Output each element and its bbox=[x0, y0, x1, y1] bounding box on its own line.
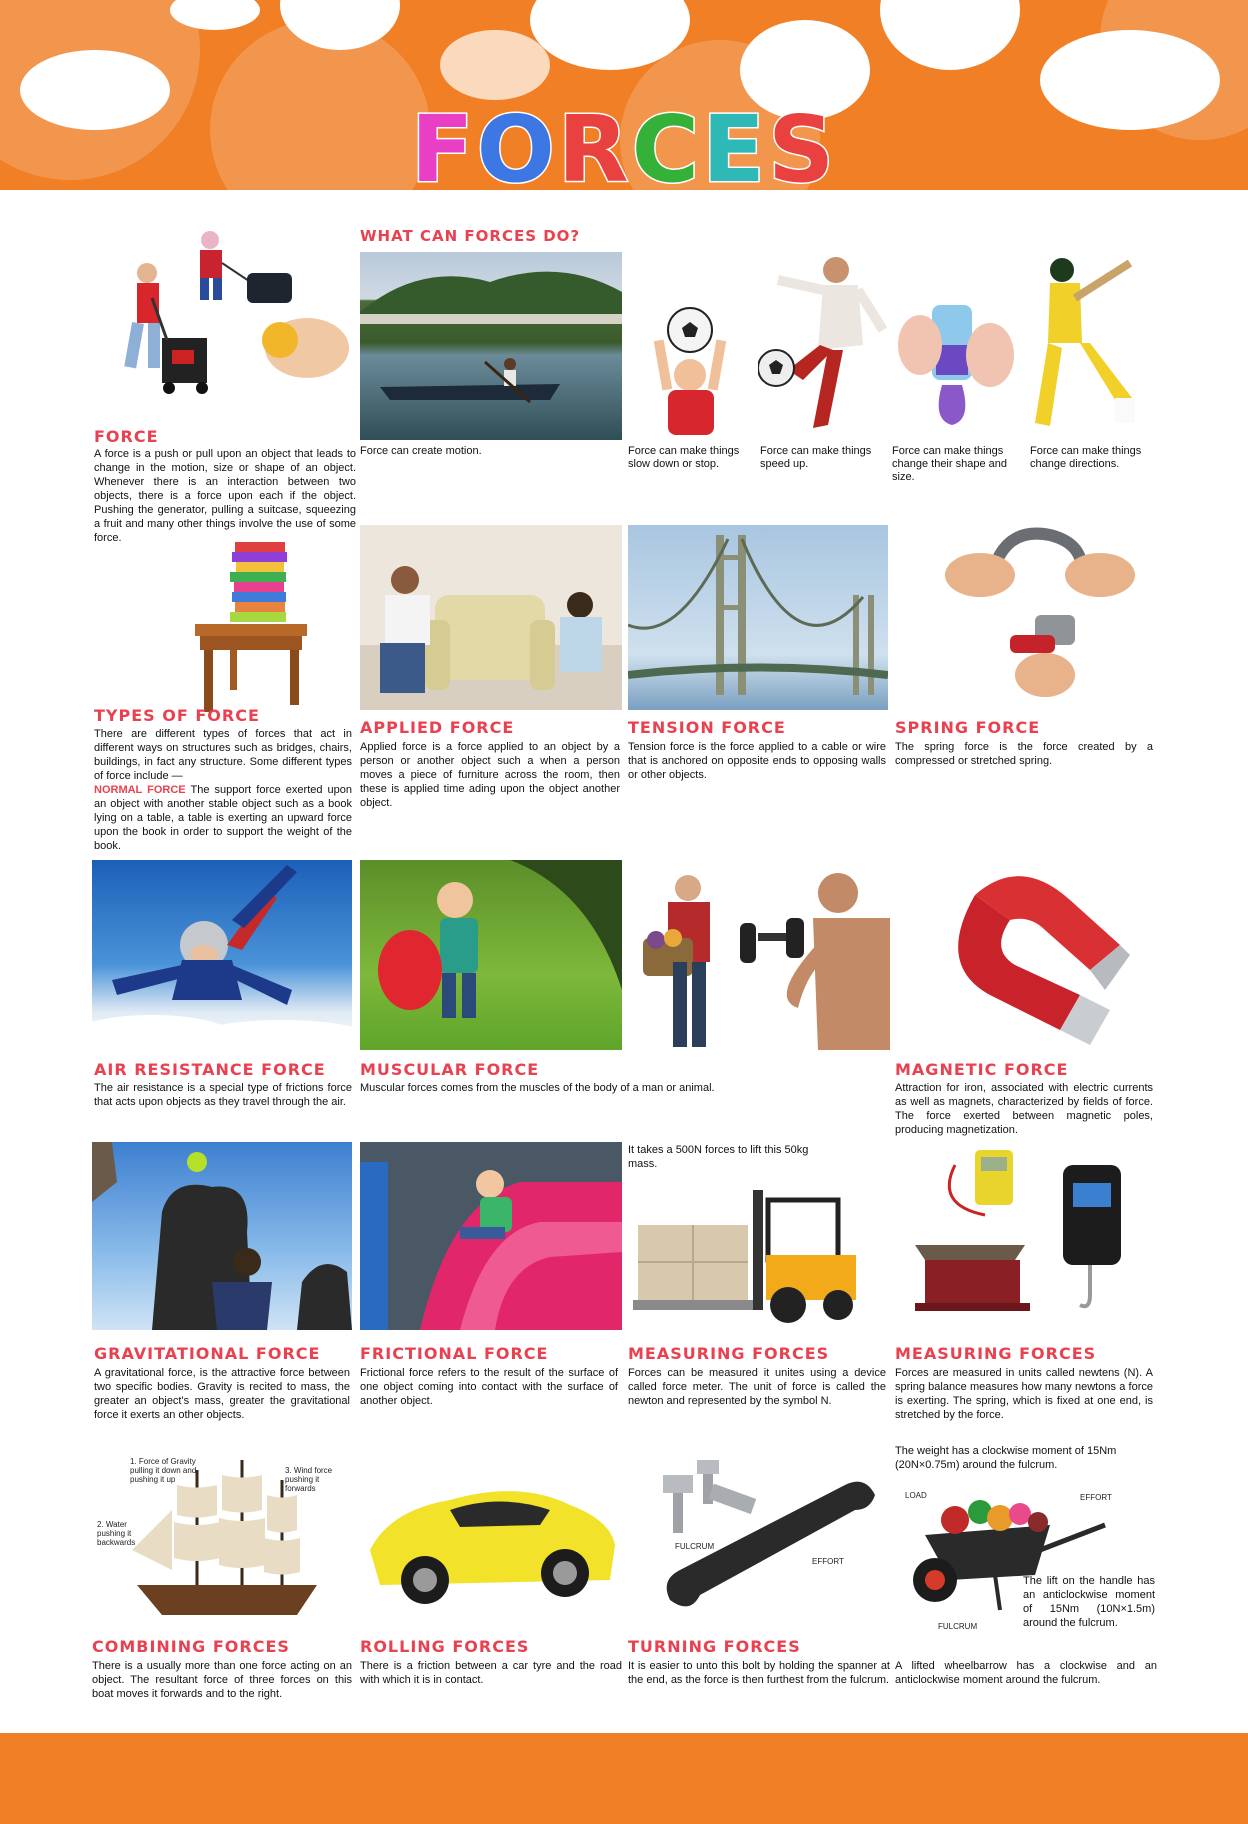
footballer-photo bbox=[758, 250, 890, 440]
yellow-car-photo bbox=[360, 1465, 622, 1625]
caption-slow: Force can make things slow down or stop. bbox=[628, 445, 740, 470]
gravity-text: A gravitational force, is the attractive force between two specific bodies. Gravity is recited to mass, the greater an object's mass, greater the gravitational force it exerts an other objects. bbox=[94, 1367, 350, 1421]
applied-text: Applied force is a force applied to an object by a person or another object such a when a person moves a piece of furniture across the room, then these is applied time ading upon the object another object. bbox=[360, 741, 620, 809]
types-heading: TYPES OF FORCE bbox=[94, 706, 260, 725]
forklift-note: It takes a 500N forces to lift this 50kg mass. bbox=[628, 1144, 809, 1170]
title-letter: S bbox=[768, 96, 838, 190]
normal-force-label: NORMAL FORCE bbox=[94, 784, 186, 796]
footer-band bbox=[0, 1733, 1248, 1824]
force-text: A force is a push or pull upon an object that leads to change in the motion, size or shape of an object. Whenever there is an interaction between two objects, there is a force upon each if the object. Pushing the generator, pulling a suitcase, squeezing a fruit and many other things involve the use of some force. bbox=[94, 448, 356, 544]
ship-label-wind: 3. Wind force pushing it forwards bbox=[285, 1466, 333, 1493]
page-title bbox=[0, 96, 1248, 190]
force-illustration bbox=[92, 228, 354, 423]
normal-force-text: The support force exerted upon an object with another stable object such as a book lying on a table, a table is exerting an upward force upon the book in order to support the weight of the book. bbox=[94, 784, 353, 852]
title-letter: C bbox=[631, 96, 703, 190]
measuring-devices-photo bbox=[895, 1145, 1157, 1330]
child-bucket-photo bbox=[360, 860, 622, 1050]
friction-text: Frictional force refers to the result of the surface of one object coming into contact with the surface of another object. bbox=[360, 1367, 618, 1407]
what-forces-do-heading: WHAT CAN FORCES DO? bbox=[360, 227, 581, 245]
spanner-fulcrum-label: FULCRUM bbox=[675, 1542, 715, 1551]
skydiver-photo bbox=[92, 860, 352, 1050]
horseshoe-magnet-photo bbox=[940, 865, 1130, 1050]
wheelbarrow-fulcrum-label: FULCRUM bbox=[938, 1622, 978, 1631]
header-banner bbox=[0, 0, 1248, 190]
caption-speed: Force can make things speed up. bbox=[760, 445, 872, 470]
turning-text: It is easier to unto this bolt by holding the spanner at the end, as the force is then furthest from the fulcrum. bbox=[628, 1660, 890, 1686]
child-slide-photo bbox=[360, 1142, 622, 1330]
measuring-text-1: Forces can be measured it unites using a device called force meter. The unit of force is called the newton and represented by the symbol N. bbox=[628, 1367, 886, 1407]
decor-circle bbox=[440, 30, 550, 100]
lake-boat-photo bbox=[360, 252, 622, 440]
wheelbarrow-note-side: The lift on the handle has an anticlockwise moment of 15Nm (10N×1.5m) around the fulcrum. bbox=[1023, 1575, 1155, 1629]
wheelbarrow-effort-label: EFFORT bbox=[1080, 1493, 1112, 1502]
spanner-effort-label: EFFORT bbox=[812, 1557, 844, 1566]
spring-text: The spring force is the force created by a compressed or stretched spring. bbox=[895, 741, 1153, 767]
table-books-photo bbox=[190, 532, 315, 717]
muscular-text: Muscular forces comes from the muscles of the body of a man or animal. bbox=[360, 1082, 715, 1094]
moving-sofa-photo bbox=[360, 525, 622, 710]
measuring-heading-1: MEASURING FORCES bbox=[628, 1344, 830, 1363]
title-letter: R bbox=[557, 96, 632, 190]
gravity-heading: GRAVITATIONAL FORCE bbox=[94, 1344, 321, 1363]
spanner-bolt-photo bbox=[655, 1455, 880, 1625]
decor-circle bbox=[880, 0, 1020, 70]
rolling-text: There is a friction between a car tyre and the road with which it is in contact. bbox=[360, 1660, 622, 1686]
air-text: The air resistance is a special type of frictions force that acts upon objects as they travel through the air. bbox=[94, 1082, 352, 1108]
combining-text: There is a usually more than one force acting on an object. The resultant force of three forces on this boat moves it forwards and to the right. bbox=[92, 1660, 352, 1700]
title-letter: E bbox=[702, 96, 769, 190]
air-heading: AIR RESISTANCE FORCE bbox=[94, 1060, 326, 1079]
tension-text: Tension force is the force applied to a cable or wire that is anchored on opposite ends to opposing walls or other objects. bbox=[628, 741, 886, 781]
caption-direction: Force can make things change directions. bbox=[1030, 445, 1142, 470]
magnetic-heading: MAGNETIC FORCE bbox=[895, 1060, 1069, 1079]
types-text-intro: There are different types of forces that act in different ways on structures such as bridges, chairs, buildings, in fact any structure. Some different types of force include — bbox=[94, 728, 352, 782]
tension-heading: TENSION FORCE bbox=[628, 718, 786, 737]
force-heading: FORCE bbox=[94, 427, 159, 446]
wheelbarrow-note-top: The weight has a clockwise moment of 15Nm (20N×0.75m) around the fulcrum. bbox=[895, 1445, 1117, 1471]
title-letter: F bbox=[410, 96, 477, 190]
strongmen-photo bbox=[628, 858, 890, 1050]
rolling-heading: ROLLING FORCES bbox=[360, 1637, 530, 1656]
measuring-text-2: Forces are measured in units called newtens (N). A spring balance measures how many newtons a force is exerting. The spring, which is fixed at one end, is stretched by the force. bbox=[895, 1367, 1153, 1421]
wheelbarrow-load-label: LOAD bbox=[905, 1491, 927, 1500]
caption-shape: Force can make things change their shape and size. bbox=[892, 445, 1007, 483]
spring-heading: SPRING FORCE bbox=[895, 718, 1041, 737]
ship-label-gravity: 1. Force of Gravity pulling it down and pushing it up bbox=[130, 1457, 197, 1484]
hand-gripper-photo bbox=[940, 525, 1140, 710]
boy-ball-photo bbox=[628, 300, 758, 440]
squeeze-bottle-photo bbox=[892, 295, 1020, 440]
suspension-bridge-photo bbox=[628, 525, 888, 710]
muscular-heading: MUSCULAR FORCE bbox=[360, 1060, 540, 1079]
rock-climber-photo bbox=[92, 1142, 352, 1330]
applied-heading: APPLIED FORCE bbox=[360, 718, 515, 737]
caption-motion: Force can create motion. bbox=[360, 445, 482, 457]
forklift-photo bbox=[628, 1170, 890, 1330]
title-letter: O bbox=[476, 96, 558, 190]
cricketer-photo bbox=[1020, 248, 1160, 440]
turning-heading: TURNING FORCES bbox=[628, 1637, 801, 1656]
types-text bbox=[94, 727, 352, 853]
ship-label-water: 2. Water pushing it backwards bbox=[97, 1520, 136, 1547]
combining-heading: COMBINING FORCES bbox=[92, 1637, 290, 1656]
measuring-heading-2: MEASURING FORCES bbox=[895, 1344, 1097, 1363]
wheelbarrow-text: A lifted wheelbarrow has a clockwise and an anticlockwise moment around the fulcrum. bbox=[895, 1660, 1157, 1686]
magnetic-text: Attraction for iron, associated with electric currents as well as magnets, characterized by fields of force. The force exerted between magnetic poles, producing magnetization. bbox=[895, 1082, 1153, 1136]
friction-heading: FRICTIONAL FORCE bbox=[360, 1344, 549, 1363]
